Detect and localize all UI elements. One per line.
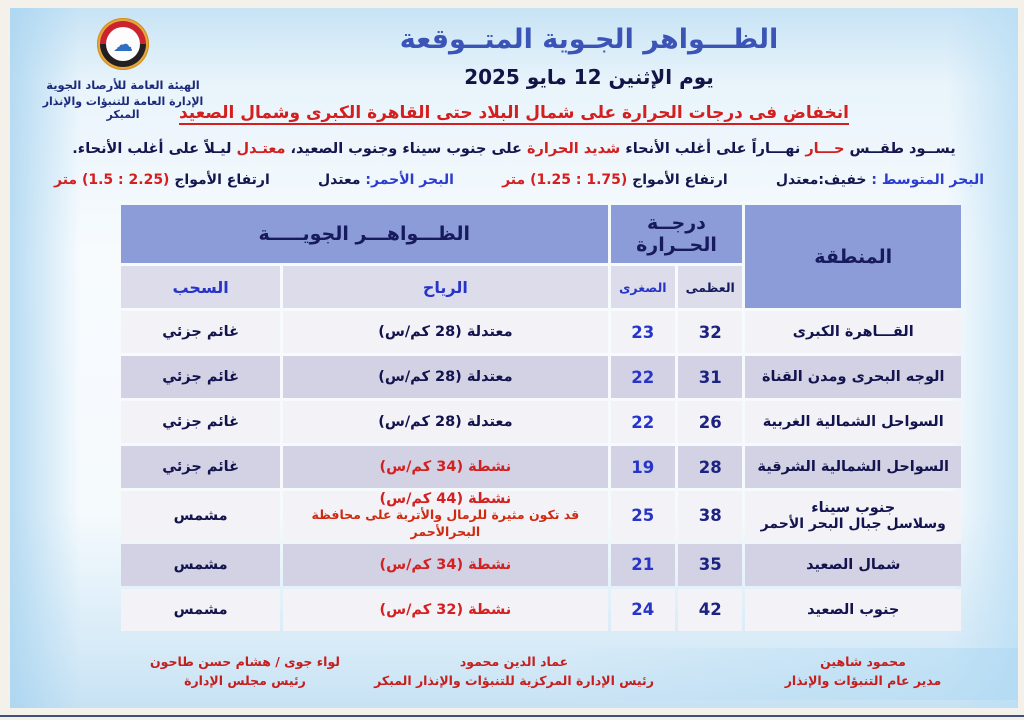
wind-cell: معتدلة (28 كم/س) xyxy=(283,311,607,353)
mediterranean-state xyxy=(776,172,984,188)
min-temp-cell: 24 xyxy=(611,589,675,631)
min-temp-cell: 21 xyxy=(611,544,675,586)
min-temp-cell: 19 xyxy=(611,446,675,488)
bulletin-date: يوم الإثنين 12 مايو 2025 xyxy=(464,65,714,89)
max-temp-cell: 38 xyxy=(678,491,742,541)
sea-state-line xyxy=(10,172,1018,188)
bottom-divider xyxy=(0,715,1024,717)
headline: انخفاض فى درجات الحرارة على شمال البلاد حتى القاهرة الكبرى وشمال الصعيد xyxy=(178,103,850,123)
signature-central-admin-head xyxy=(334,652,694,691)
table-row xyxy=(121,401,961,443)
meteorology-authority-logo xyxy=(97,18,149,70)
signature-name: عماد الدين محمود xyxy=(459,654,569,669)
max-temp-cell: 26 xyxy=(678,401,742,443)
synopsis-segment: يســود طقــس xyxy=(844,141,956,157)
authority-name: الهيئة العامة للأرصاد الجوية xyxy=(46,78,200,92)
signature-title: رئيس مجلس الإدارة xyxy=(184,673,306,689)
max-temp-cell: 32 xyxy=(678,311,742,353)
signature-name: لواء جوى / هشام حسن طاحون xyxy=(149,654,341,669)
mediterranean-wave-height xyxy=(502,172,728,188)
wave-height-unit: متر xyxy=(502,172,526,189)
max-temp-cell: 31 xyxy=(678,356,742,398)
synopsis-segment-highlight: معتـدل xyxy=(236,141,286,157)
red-sea-state xyxy=(318,172,454,188)
mediterranean-condition: خفيف:معتدل xyxy=(775,172,872,189)
weather-bulletin xyxy=(10,8,1018,708)
signature-title: مدير عام التنبؤات والإنذار xyxy=(784,673,942,689)
region-cell: الوجه البحرى ومدن القناة xyxy=(745,356,961,398)
table-row xyxy=(121,356,961,398)
max-temp-cell: 42 xyxy=(678,589,742,631)
table-header-group-row xyxy=(121,205,961,263)
table-row xyxy=(121,544,961,586)
temperature-header-line2: الحــرارة xyxy=(636,234,717,257)
wind-cell: نشطة (34 كم/س) xyxy=(283,544,607,586)
synopsis-segment: ليـلاً على أغلب الأنحاء. xyxy=(72,141,237,157)
wave-height-value: (1.25 : 1.75) xyxy=(530,172,628,189)
authority-department: الإدارة العامة للتنبؤات والإنذار المبكر xyxy=(42,95,204,121)
table-row xyxy=(121,311,961,353)
column-header-min-temp: الصغرى xyxy=(611,266,675,308)
column-header-temperature xyxy=(611,205,743,263)
wind-cell: معتدلة (28 كم/س) xyxy=(283,356,607,398)
min-temp-cell: 25 xyxy=(611,491,675,541)
region-cell: القـــاهرة الكبرى xyxy=(745,311,961,353)
clouds-cell: مشمس xyxy=(121,544,280,586)
signatures-footer xyxy=(10,648,1018,700)
page-title: الظـــواهر الجـوية المتــوقعة xyxy=(399,24,779,55)
clouds-cell: غائم جزئي xyxy=(121,446,280,488)
column-header-wind: الرياح xyxy=(283,266,607,308)
clouds-cell: غائم جزئي xyxy=(121,311,280,353)
min-temp-cell: 22 xyxy=(611,356,675,398)
column-header-region: المنطقة xyxy=(745,205,961,308)
signature-title: رئيس الإدارة المركزية للتنبؤات والإنذار المبكر xyxy=(374,673,654,689)
signature-board-chairman xyxy=(120,652,370,691)
table-row xyxy=(121,446,961,488)
synopsis-segment-highlight: شديد الحرارة xyxy=(527,141,621,157)
region-line2: وسلاسل جبال البحر الأحمر xyxy=(760,515,946,532)
cloud-icon: ☁ xyxy=(106,27,140,61)
region-cell: السواحل الشمالية الغربية xyxy=(745,401,961,443)
wind-dust-warning: قد تكون مثيرة للرمال والأتربة على محافظة البحرالأحمر xyxy=(311,507,580,539)
synopsis-segment-highlight: حـــار xyxy=(805,141,845,157)
wind-line1: نشطة (44 كم/س) xyxy=(379,491,512,508)
max-temp-cell: 28 xyxy=(678,446,742,488)
wind-cell: نشطة (32 كم/س) xyxy=(283,589,607,631)
signature-forecast-director xyxy=(748,652,978,691)
min-temp-cell: 23 xyxy=(611,311,675,353)
authority-block xyxy=(28,18,218,121)
region-cell xyxy=(745,491,961,541)
red-sea-label: البحر الأحمر: xyxy=(365,172,454,189)
wave-height-label: ارتفاع الأمواج xyxy=(632,172,728,189)
synopsis-segment: نهـــاراً على أغلب الأنحاء xyxy=(620,141,806,157)
region-cell: شمال الصعيد xyxy=(745,544,961,586)
clouds-cell: مشمس xyxy=(121,589,280,631)
clouds-cell: غائم جزئي xyxy=(121,401,280,443)
red-sea-condition: معتدل xyxy=(318,172,366,189)
mediterranean-label: البحر المتوسط : xyxy=(871,172,984,189)
synopsis-segment: على جنوب سيناء وجنوب الصعيد، xyxy=(285,141,527,157)
table-row xyxy=(121,589,961,631)
max-temp-cell: 35 xyxy=(678,544,742,586)
wave-height-label: ارتفاع الأمواج xyxy=(174,172,270,189)
temperature-header-line1: درجــة xyxy=(647,212,706,235)
wind-cell: معتدلة (28 كم/س) xyxy=(283,401,607,443)
wind-cell xyxy=(283,491,607,541)
table-row xyxy=(121,491,961,541)
region-cell: السواحل الشمالية الشرقية xyxy=(745,446,961,488)
column-header-clouds: السحب xyxy=(121,266,280,308)
wave-height-value: (1.5 : 2.25) xyxy=(81,172,170,189)
min-temp-cell: 22 xyxy=(611,401,675,443)
signature-name: محمود شاهين xyxy=(820,654,906,669)
region-line1: جنوب سيناء xyxy=(811,499,896,516)
wave-height-unit: متر xyxy=(54,172,78,189)
clouds-cell: مشمس xyxy=(121,491,280,541)
clouds-cell: غائم جزئي xyxy=(121,356,280,398)
column-header-phenomena: الظـــواهـــر الجويـــــة xyxy=(121,205,608,263)
forecast-table-wrap xyxy=(118,202,964,634)
wind-cell: نشطة (34 كم/س) xyxy=(283,446,607,488)
column-header-max-temp: العظمى xyxy=(678,266,742,308)
logo-ring xyxy=(100,21,146,67)
weather-synopsis xyxy=(10,139,1018,160)
red-sea-wave-height xyxy=(54,172,270,188)
forecast-table xyxy=(118,202,964,634)
region-cell: جنوب الصعيد xyxy=(745,589,961,631)
